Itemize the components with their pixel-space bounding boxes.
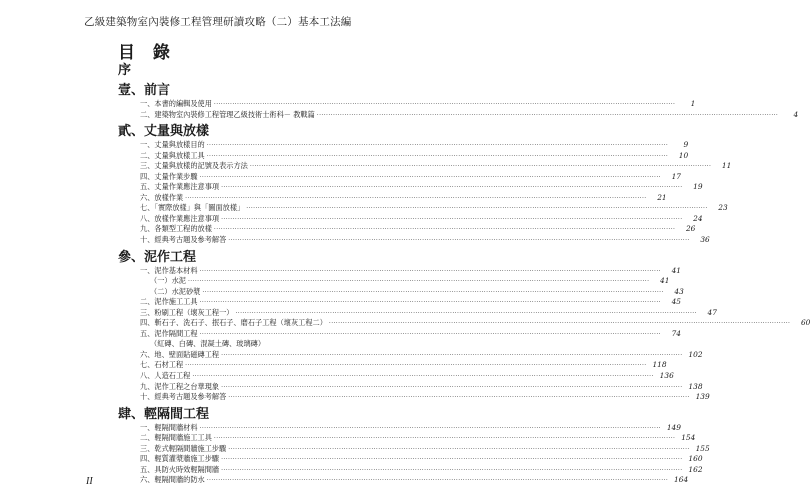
toc-entry-title: 四、丈量作業步驟 [140, 171, 198, 181]
toc-entry[interactable] [0, 360, 667, 371]
toc-entry-title: （紅磚、白磚、混凝土磚、玻璃磚） [150, 339, 266, 349]
toc-entry[interactable] [0, 392, 710, 403]
toc-entry-title: 五、丈量作業應注意事項 [140, 182, 220, 192]
dot-leader: ········································································································································································································ [199, 330, 661, 338]
toc-entry-title: 二、泥作施工工具 [140, 297, 198, 307]
dot-leader: ········································································································································································································ [192, 373, 654, 381]
dot-leader: ········································································································································································································ [221, 466, 683, 474]
toc-page-number: 4 [793, 109, 799, 119]
toc-entry[interactable] [0, 140, 689, 151]
dot-leader: ········································································································································································································ [199, 299, 661, 307]
toc-page-number: 136 [659, 371, 674, 381]
toc-entry-title: 三、丈量與放樣的記號及表示方法 [140, 161, 248, 171]
dot-leader: ········································································································································································································ [228, 237, 690, 245]
dot-leader: ········································································································································································································ [235, 309, 697, 317]
toc-entry-title: 十、經典考古題及參考解答 [140, 392, 227, 402]
toc-entry-title: 六、地、壁面貼磁磚工程 [140, 349, 220, 359]
toc-entry[interactable] [0, 371, 674, 382]
toc-entry-title: 一、丈量與放樣目的 [140, 140, 205, 150]
chapter-heading: 序 [118, 63, 132, 78]
toc-page-number: 43 [674, 286, 684, 296]
toc-page-number: 24 [693, 213, 703, 223]
dot-leader: ········································································································································································································ [316, 111, 779, 119]
dot-leader: ········································································································································································································ [202, 288, 664, 296]
toc-page-number: 154 [681, 433, 696, 443]
toc-page-number: 102 [688, 349, 703, 359]
chapter-heading: 參、泥作工程 [118, 249, 197, 265]
toc-page-number: 41 [671, 265, 681, 275]
dot-leader: ········································································································································································································ [221, 383, 683, 391]
toc-entry[interactable] [0, 224, 696, 235]
toc-entry[interactable] [0, 349, 703, 361]
toc-page-number: 139 [695, 392, 710, 402]
toc-entry-title: 十、經典考古題及參考解答 [140, 235, 227, 245]
toc-entry[interactable] [0, 475, 689, 486]
toc-page-number: 26 [685, 224, 696, 234]
toc-entry[interactable] [0, 422, 681, 434]
toc-page-number: 60 [800, 318, 810, 328]
toc-entry-title: （一）水泥 [150, 276, 186, 286]
chapter-heading: 貳、丈量與放樣 [118, 124, 210, 140]
toc-entry[interactable] [0, 307, 717, 319]
dot-leader: ········································································································································································································ [206, 477, 669, 485]
toc-page-number: 23 [718, 203, 728, 213]
toc-entry-title: 九、各類型工程的放樣 [140, 224, 212, 234]
toc-page-number: 118 [652, 360, 667, 370]
toc-page-number: 10 [678, 150, 689, 160]
toc-entry-title: 三、粉刷工程（壞灰工程一） [140, 307, 234, 317]
toc-entry[interactable] [0, 203, 728, 214]
dot-leader: ········································································································································································································ [213, 435, 676, 443]
toc-entry-title: 八、人造石工程 [140, 371, 191, 381]
toc-page-number: 41 [660, 276, 670, 286]
toc-page-number: 19 [693, 182, 703, 192]
toc-entry-title: 二、建築物室內裝修工程管理乙級技術士術科－ 教戰篇 [140, 109, 315, 119]
toc-entry[interactable] [0, 286, 684, 298]
dot-leader: ········································································································································································································ [185, 194, 647, 202]
toc-entry[interactable] [0, 433, 696, 444]
dot-leader: ········································································································································································································ [221, 456, 683, 464]
dot-leader: ········································································································································································································ [221, 351, 683, 359]
toc-entry-title: 一、本書的編輯及使用 [140, 99, 212, 108]
dot-leader: ········································································································································································································ [328, 320, 791, 328]
chapter-heading: 肆、輕隔間工程 [118, 406, 210, 422]
toc-entry[interactable] [0, 182, 703, 193]
toc-page-number: 160 [688, 454, 703, 464]
dot-leader: ········································································································································································································ [199, 267, 661, 275]
toc-page-number: 9 [683, 140, 689, 150]
toc-entry-title: 一、泥作基本材料 [140, 265, 198, 275]
dot-leader: ········································································································································································································ [213, 226, 676, 234]
toc-entry[interactable] [0, 265, 681, 277]
toc-entry[interactable] [0, 297, 681, 308]
dot-leader: ········································································································································································································ [185, 362, 647, 370]
chapter-heading: 壹、前言 [118, 83, 171, 98]
toc-entry[interactable] [0, 99, 696, 110]
toc-page-number: 74 [671, 328, 681, 338]
toc-page-number: 149 [666, 422, 681, 432]
toc-entry[interactable] [0, 328, 681, 340]
toc-page-number: 162 [688, 464, 703, 474]
toc-entry-title: 八、放樣作業應注意事項 [140, 213, 220, 223]
toc-entry-title: 七、「實際放樣」與「圖面放樣」 [140, 203, 245, 213]
toc-entry-title: 二、輕隔間牆施工工具 [140, 433, 212, 443]
toc-page-number: 17 [671, 171, 681, 181]
toc-entry-title: 五、泥作隔間工程 [140, 328, 198, 338]
toc-entry[interactable] [0, 192, 667, 204]
toc-entry[interactable] [0, 318, 810, 329]
toc-page-number: 1 [690, 99, 696, 108]
dot-leader: ········································································································································································································ [206, 152, 669, 160]
toc-entry[interactable] [0, 161, 732, 172]
dot-leader: ········································································································································································································ [199, 173, 661, 181]
toc-entry[interactable] [0, 276, 670, 287]
toc-page-number: 11 [721, 161, 732, 171]
toc-page-number: 155 [695, 443, 710, 453]
dot-leader: ········································································································································································································ [187, 278, 650, 286]
toc-entry[interactable] [0, 454, 703, 465]
toc-entry[interactable] [0, 213, 703, 225]
toc-entry[interactable] [0, 443, 710, 455]
toc-entry-title: 二、丈量與放樣工具 [140, 150, 205, 160]
dot-leader: ········································································································································································································ [221, 184, 683, 192]
toc-entry-title: 三、乾式輕隔間牆施工步驟 [140, 443, 227, 453]
toc-page-number: 21 [657, 192, 667, 202]
toc-entry[interactable] [0, 150, 689, 162]
dot-leader: ········································································································································································································ [199, 424, 661, 432]
toc-page-number: 47 [707, 307, 717, 317]
toc-entry-title: （二）水泥砂漿 [150, 286, 201, 296]
dot-leader: ········································································································································································································ [221, 215, 683, 223]
toc-page-number: 45 [671, 297, 681, 307]
toc-page-number: 138 [688, 381, 703, 391]
toc-entry-title: 六、放樣作業 [140, 192, 184, 202]
toc-entry-title: 七、石材工程 [140, 360, 184, 370]
dot-leader: ········································································································································································································ [249, 163, 712, 171]
toc-entry[interactable] [0, 464, 703, 476]
toc-entry-title: 一、輕隔間牆材料 [140, 422, 198, 432]
dot-leader: ········································································································································································································ [213, 101, 676, 108]
toc-entry[interactable] [0, 171, 681, 183]
page-number: II [86, 476, 93, 487]
toc-entry-title: 四、輕質灌漿牆施工步驟 [140, 454, 220, 464]
dot-leader: ········································································································································································································ [206, 142, 669, 150]
running-header: 乙級建築物室內裝修工程管理研讀攻略（二）基本工法編 [84, 16, 352, 28]
toc-entry[interactable] [0, 235, 710, 246]
dot-leader: ········································································································································································································ [228, 445, 690, 453]
table-of-contents [0, 62, 810, 486]
dot-leader: ········································································································································································································ [246, 205, 708, 213]
toc-entry-title: 六、輕隔間牆的防水 [140, 475, 205, 485]
toc-entry[interactable] [0, 109, 799, 121]
toc-entry[interactable] [0, 381, 703, 393]
toc-entry-title: 五、具防火時效輕隔間牆 [140, 464, 220, 474]
toc-entry[interactable] [0, 339, 520, 350]
toc-page-number: 164 [674, 475, 689, 485]
page-title: 目 錄 [118, 43, 176, 63]
toc-entry-title: 四、斬石子、洗石子、抿石子、磨石子工程（壞灰工程二） [140, 318, 327, 328]
toc-page-number: 36 [700, 235, 710, 245]
toc-entry-title: 九、泥作工程之台華現象 [140, 381, 220, 391]
dot-leader: ········································································································································································································ [228, 394, 690, 402]
